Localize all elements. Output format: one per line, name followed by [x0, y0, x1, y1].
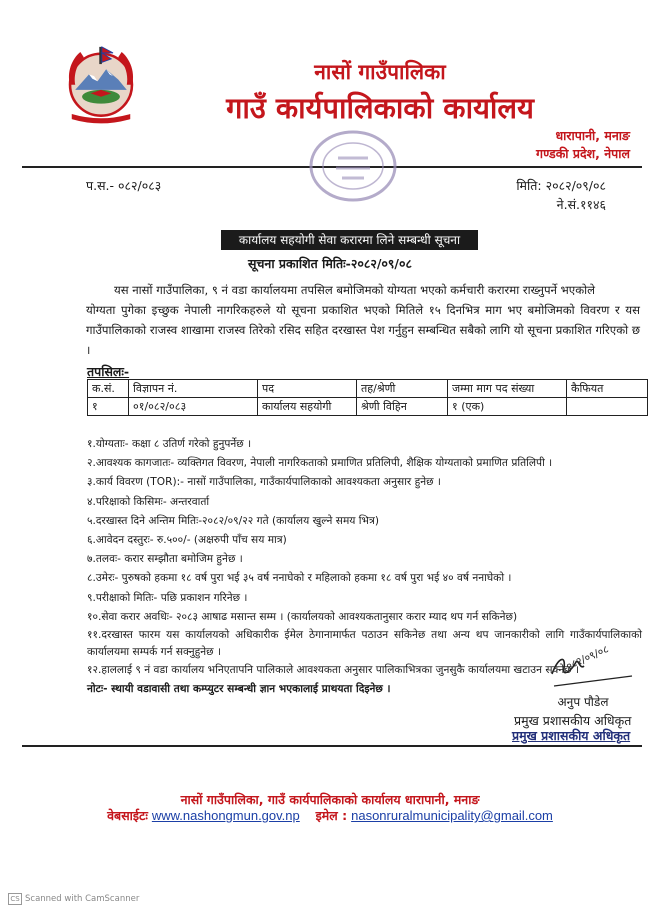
vacancy-table	[87, 379, 648, 416]
table-header-row	[88, 380, 648, 398]
signatory-name: अनुप पौडेल	[557, 695, 609, 709]
website-label: वेबसाईटः	[107, 808, 148, 823]
table-header-cell: पद	[258, 380, 357, 398]
list-item: ८.उमेरः- पुरुषको हकमा १८ वर्ष पुरा भई ३५ वर्ष ननाघेको र महिलाको हकमा १८ वर्ष पुरा भई ४० वर्ष ननाघेको ।	[87, 572, 512, 585]
org-name: नासों गाउँपालिका	[314, 60, 446, 84]
list-item: १०.सेवा करार अवधिः- २०८३ आषाढ मसान्त सम्म । (कार्यालयको आवश्यकतानुसार करार म्याद थप गर्न सकिनेछ)	[87, 610, 518, 623]
office-stamp-icon	[298, 118, 408, 210]
published-date: सूचना प्रकाशित मितिः-२०८२/०९/०८	[248, 256, 412, 271]
intro-rest: योग्यता पुगेका इच्छुक नेपाली नागरिकहरुले यो सूचना प्रकाशित भएको मितिले १५ दिनभित्र माग भए बमोजिमको विवरण र यस गाउँपालिकाको राजस्व शाखामा राजस्व तिरेको रसिद सहित दरखास्त पेश गर्नुहुन सम्बन्धित सबैको लागि यो सूचना प्रकाशित गरिएको छ ।	[86, 303, 640, 357]
table-cell: ०१/०८२/०८३	[129, 398, 258, 416]
table-header-cell: क.सं.	[88, 380, 129, 398]
list-item: ७.तलवः- करार सम्झौता बमोजिम हुनेछ ।	[87, 553, 243, 566]
signature-date: ०८२/०९/०८	[564, 643, 611, 673]
note-item: नोटः- स्थायी वडावासी तथा कम्प्युटर सम्बन्धी ज्ञान भएकालाई प्राथयता दिइनेछ ।	[87, 683, 391, 696]
list-item: ९.परीक्षाको मितिः- पछि प्रकाशन गरिनेछ ।	[87, 591, 248, 604]
table-cell: श्रेणी विहिन	[357, 398, 448, 416]
table-header-cell: कैफियत	[567, 380, 648, 398]
list-item: ४.परिक्षाको किसिमः- अन्तरवार्ता	[87, 495, 210, 508]
address-line1: धारापानी, मनाङ	[555, 128, 630, 143]
table-cell: १	[88, 398, 129, 416]
details-label: तपसिलः-	[87, 364, 130, 379]
email-label: इमेल :	[315, 808, 348, 823]
signature-icon	[548, 640, 640, 692]
notice-title: कार्यालय सहयोगी सेवा करारमा लिने सम्बन्धी सूचना	[221, 230, 478, 250]
list-item: ३.कार्य विवरण (TOR):- नासों गाउँपालिका, गाउँकार्यपालिकाको आवश्यकता अनुसार हुनेछ ।	[87, 476, 441, 489]
nepal-emblem-icon	[58, 40, 144, 126]
table-cell: कार्यालय सहयोगी	[258, 398, 357, 416]
reference-number: प.स.- ०८२/०८३	[86, 178, 162, 193]
scanner-watermark	[8, 893, 139, 905]
address-line2: गण्डकी प्रदेश, नेपाल	[536, 146, 630, 161]
camscanner-icon: CS	[8, 893, 22, 905]
list-item: ६.आवेदन दस्तुरः- रु.५००/- (अक्षरुपी पाँच सय मात्र)	[87, 533, 287, 546]
table-row	[88, 398, 648, 416]
nepal-samvat: ने.सं.११४६	[556, 197, 606, 212]
signatory-role-stamp: प्रमुख प्रशासकीय अधिकृत	[512, 728, 631, 743]
email-link[interactable]: nasonruralmunicipality@gmail.com	[351, 808, 553, 823]
office-title: गाउँ कार्यपालिकाको कार्यालय	[226, 91, 534, 125]
intro-paragraph	[86, 280, 640, 360]
list-item: १२.हाललाई ९ नं वडा कार्यालय भनिएतापनि पालिकाले आवश्यकता अनुसार पालिकाभित्रका जुनसुकै कार्यालयमा खटाउन सक्नेछ ।	[87, 663, 580, 676]
footer-office-address: नासों गाउँपालिका, गाउँ कार्यपालिकाको कार्यालय धारापानी, मनाङ	[180, 792, 480, 807]
list-item: १.योग्यताः- कक्षा ८ उतिर्ण गरेको हुनुपर्नेछ ।	[87, 438, 252, 450]
list-item: २.आवश्यक कागजातः- व्यक्तिगत विवरण, नेपाली नागरिकताको प्रमाणित प्रतिलिपी, शैक्षिक योग्यताको प्रमाणित प्रतिलिपी ।	[87, 457, 553, 470]
table-header-cell: तह/श्रेणी	[357, 380, 448, 398]
table-header-cell: जम्मा माग पद संख्या	[448, 380, 567, 398]
footer-contacts	[0, 807, 660, 824]
signatory-role: प्रमुख प्रशासकीय अधिकृत	[514, 713, 632, 728]
table-header-cell: विज्ञापन नं.	[129, 380, 258, 398]
table-cell	[567, 398, 648, 416]
footer-divider	[22, 745, 642, 747]
table-cell: १ (एक)	[448, 398, 567, 416]
scanner-text: Scanned with CamScanner	[25, 894, 140, 904]
website-link[interactable]: www.nashongmun.gov.np	[151, 808, 300, 823]
intro-line-1: यस नासों गाउँपालिका, ९ नं वडा कार्यालयमा तपसिल बमोजिमको योग्यता भएको कर्मचारी करारमा राख्नुपर्ने भएकोले	[114, 283, 595, 297]
letter-date: मिति: २०८२/०९/०८	[516, 178, 606, 193]
list-item: ५.दरखास्त दिने अन्तिम मितिः-२०८२/०९/२२ गते (कार्यालय खुल्ने समय भित्र)	[87, 514, 379, 527]
list-item: ११.दरखास्त फारम यस कार्यालयको अधिकारीक ईमेल ठेगानामार्फत पठाउन सकिनेछ तथा अन्य थप जानकारीको लागि गाउँकार्यपालिकाको कार्यालयमा सम्पर्क गर्न सक्नुहुनेछ ।	[87, 628, 642, 658]
